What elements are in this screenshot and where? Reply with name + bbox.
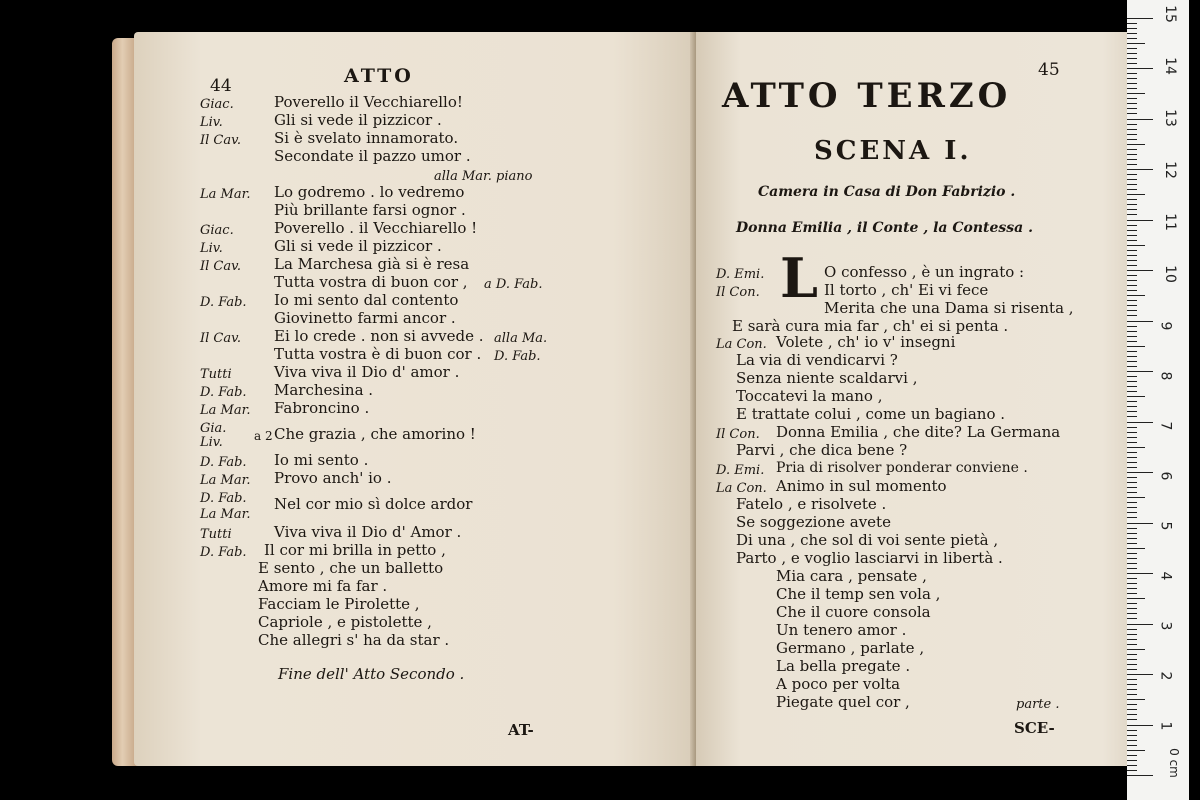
- speaker-label: D. Fab.: [200, 545, 247, 560]
- ruler-tick: [1127, 351, 1137, 352]
- ruler-tick: [1127, 497, 1145, 498]
- ruler-tick: [1127, 58, 1137, 59]
- ruler-tick: [1127, 250, 1137, 251]
- ruler-tick: [1127, 285, 1137, 286]
- ruler-number: 3: [1157, 621, 1174, 631]
- ruler-tick: [1127, 18, 1153, 19]
- ruler-tick: [1127, 745, 1137, 746]
- ruler-tick: [1127, 411, 1137, 412]
- ruler-tick: [1127, 467, 1137, 468]
- verse-line: Fatelo , e risolvete .: [736, 495, 887, 513]
- ruler-tick: [1127, 765, 1137, 766]
- verse-line: Ei lo crede . non si avvede .: [274, 327, 484, 345]
- catchword: AT-: [508, 721, 534, 739]
- verse-line: Nel cor mio sì dolce ardor: [274, 495, 473, 513]
- open-book: [112, 24, 1074, 770]
- verse-line: Piegate quel cor ,: [776, 693, 910, 711]
- ruler-tick: [1127, 169, 1153, 170]
- ruler-tick: [1127, 270, 1153, 271]
- ruler-tick: [1127, 523, 1153, 524]
- verse-line: Se soggezione avete: [736, 513, 891, 531]
- ruler-tick: [1127, 48, 1137, 49]
- ruler-tick: [1127, 315, 1137, 316]
- ruler-number: 13: [1161, 109, 1178, 127]
- ruler-tick: [1127, 649, 1145, 650]
- ruler-tick: [1127, 684, 1137, 685]
- ruler-number: 9: [1157, 321, 1174, 331]
- ruler-tick: [1127, 331, 1137, 332]
- ruler-tick: [1127, 507, 1137, 508]
- verse-line: Il torto , ch' Ei vi fece: [824, 281, 989, 299]
- ruler-tick: [1127, 68, 1153, 69]
- verse-line: Che il temp sen vola ,: [776, 585, 941, 603]
- verse-line: Senza niente scaldarvi ,: [736, 369, 918, 387]
- ruler-number: 2: [1157, 671, 1174, 681]
- ruler-tick: [1127, 98, 1137, 99]
- verse-line: Secondate il pazzo umor .: [274, 147, 471, 165]
- ruler-tick: [1127, 93, 1145, 94]
- ruler-tick: [1127, 199, 1137, 200]
- ruler-number: 8: [1157, 371, 1174, 381]
- ruler-tick: [1127, 371, 1153, 372]
- ruler-tick: [1127, 725, 1153, 726]
- ruler-tick: [1127, 23, 1137, 24]
- ruler-tick: [1127, 755, 1137, 756]
- ruler-tick: [1127, 214, 1137, 215]
- ruler-tick: [1127, 639, 1137, 640]
- ruler-tick: [1127, 442, 1137, 443]
- ruler-tick: [1127, 674, 1153, 675]
- verse-line: Che allegri s' ha da star .: [258, 631, 450, 649]
- ruler-tick: [1127, 33, 1137, 34]
- verse-line: Volete , ch' io v' insegni: [776, 333, 956, 351]
- verse-line: Gli si vede il pizzicor .: [274, 111, 442, 129]
- speaker-label: Il Cav.: [200, 259, 242, 274]
- ruler-tick: [1127, 361, 1137, 362]
- verse-line: O confesso , è un ingrato :: [824, 263, 1025, 281]
- ruler-tick: [1127, 209, 1137, 210]
- ruler-tick: [1127, 548, 1145, 549]
- ruler-tick: [1127, 275, 1137, 276]
- speaker-label: La Mar.: [200, 507, 251, 522]
- ruler-tick: [1127, 709, 1137, 710]
- ruler-tick: [1127, 629, 1137, 630]
- ruler-tick: [1127, 538, 1137, 539]
- ruler-tick: [1127, 204, 1137, 205]
- ruler-tick: [1127, 528, 1137, 529]
- ruler-tick: [1127, 159, 1137, 160]
- ruler-tick: [1127, 679, 1137, 680]
- ruler-tick: [1127, 396, 1145, 397]
- stage-direction: alla Ma.: [494, 331, 548, 346]
- ruler-tick: [1127, 134, 1137, 135]
- ruler-tick: [1127, 235, 1137, 236]
- ruler-tick: [1127, 416, 1137, 417]
- ruler-tick: [1127, 230, 1137, 231]
- verse-line: Facciam le Pirolette ,: [258, 595, 420, 613]
- ruler-tick: [1127, 321, 1153, 322]
- ruler-number: 1: [1157, 721, 1174, 731]
- ruler-tick: [1127, 189, 1137, 190]
- speaker-label: D. Fab.: [200, 491, 247, 506]
- verse-line: Poverello . il Vecchiarello !: [274, 219, 478, 237]
- verse-line: Di una , che sol di voi sente pietà ,: [736, 531, 999, 549]
- verse-line: Tutta vostra di buon cor ,: [274, 273, 468, 291]
- ruler-tick: [1127, 457, 1137, 458]
- verse-line: Animo in sul momento: [776, 477, 947, 495]
- ruler-tick: [1127, 341, 1137, 342]
- ruler-tick: [1127, 770, 1137, 771]
- ruler-tick: [1127, 447, 1145, 448]
- ruler-tick: [1127, 654, 1137, 655]
- ruler-tick: [1127, 578, 1137, 579]
- ruler-tick: [1127, 563, 1137, 564]
- ruler-tick: [1127, 401, 1137, 402]
- ruler-tick: [1127, 255, 1137, 256]
- ruler-tick: [1127, 139, 1137, 140]
- ruler-tick: [1127, 477, 1137, 478]
- ruler-tick: [1127, 280, 1137, 281]
- ruler-tick: [1127, 760, 1137, 761]
- verse-line: Il cor mi brilla in petto ,: [264, 541, 446, 559]
- ruler-tick: [1127, 164, 1137, 165]
- ruler-tick: [1127, 386, 1137, 387]
- ruler-tick: [1127, 38, 1137, 39]
- ruler-tick: [1127, 290, 1137, 291]
- ruler-number: 4: [1157, 571, 1174, 581]
- ruler-tick: [1127, 422, 1153, 423]
- verse-line: Gli si vede il pizzicor .: [274, 237, 442, 255]
- ruler-tick: [1127, 83, 1137, 84]
- ruler-tick: [1127, 618, 1137, 619]
- verse-line: Parto , e voglio lasciarvi in libertà .: [736, 549, 1003, 567]
- verse-line: Lo godremo . lo vedremo: [274, 183, 465, 201]
- ruler-tick: [1127, 149, 1137, 150]
- ruler-tick: [1127, 694, 1137, 695]
- verse-line: Parvi , che dica bene ?: [736, 441, 908, 459]
- verse-line: Pria di risolver ponderar conviene .: [776, 460, 1028, 476]
- ruler-tick: [1127, 174, 1137, 175]
- ruler-tick: [1127, 103, 1137, 104]
- verse-line: Che il cuore consola: [776, 603, 931, 621]
- stage-direction: parte .: [1016, 697, 1060, 712]
- ruler-tick: [1127, 113, 1137, 114]
- speaker-label: Il Con.: [716, 285, 760, 300]
- ruler-tick: [1127, 336, 1137, 337]
- ruler-tick: [1127, 583, 1137, 584]
- speaker-label: D. Fab.: [200, 385, 247, 400]
- ruler-tick: [1127, 613, 1137, 614]
- speaker-label: Tutti: [200, 527, 232, 542]
- verse-line: Mia cara , pensate ,: [776, 567, 927, 585]
- ruler-tick: [1127, 543, 1137, 544]
- ruler-tick: [1127, 624, 1153, 625]
- verse-line: La Marchesa già si è resa: [274, 255, 470, 273]
- ruler-tick: [1127, 714, 1137, 715]
- ruler-tick: [1127, 689, 1137, 690]
- left-page: [134, 32, 698, 766]
- speaker-label: La Mar.: [200, 473, 251, 488]
- act-title: ATTO TERZO: [722, 76, 1012, 116]
- ruler-tick: [1127, 326, 1137, 327]
- verse-line: Marchesina .: [274, 381, 374, 399]
- speaker-label: Liv.: [200, 115, 223, 130]
- ruler-tick: [1127, 43, 1145, 44]
- ruler-number: 15: [1161, 5, 1178, 23]
- measuring-ruler: [1127, 0, 1189, 800]
- speaker-label: Liv.: [200, 241, 223, 256]
- verse-line: Merita che una Dama si risenta ,: [824, 299, 1074, 317]
- verse-line: Un tenero amor .: [776, 621, 907, 639]
- ruler-tick: [1127, 730, 1137, 731]
- speaker-label: D. Emi.: [716, 463, 765, 478]
- ruler-tick: [1127, 300, 1137, 301]
- ruler-tick: [1127, 452, 1137, 453]
- ruler-number: 6: [1157, 471, 1174, 481]
- ruler-number: 5: [1157, 521, 1174, 531]
- end-of-act-note: Fine dell' Atto Secondo .: [278, 665, 465, 683]
- ruler-tick: [1127, 356, 1137, 357]
- character-list: Donna Emilia , il Conte , la Contessa .: [736, 220, 1033, 236]
- ruler-tick: [1127, 260, 1137, 261]
- verse-line: Io mi sento .: [274, 451, 369, 469]
- speaker-label: Giac.: [200, 97, 234, 112]
- verse-line: Donna Emilia , che dite? La Germana: [776, 423, 1061, 441]
- verse-line: Si è svelato innamorato.: [274, 129, 459, 147]
- ruler-tick: [1127, 492, 1137, 493]
- ruler-number: 12: [1161, 161, 1178, 179]
- ruler-tick: [1127, 603, 1137, 604]
- verse-line: Capriole , e pistolette ,: [258, 613, 432, 631]
- ruler-tick: [1127, 240, 1137, 241]
- speaker-label: La Con.: [716, 337, 767, 352]
- ruler-tick: [1127, 245, 1145, 246]
- ruler-tick: [1127, 719, 1137, 720]
- right-page: [696, 32, 1138, 766]
- ruler-tick: [1127, 553, 1137, 554]
- stage-direction: alla Mar. piano: [434, 169, 533, 184]
- ruler-tick: [1127, 295, 1145, 296]
- ruler-tick: [1127, 225, 1137, 226]
- drop-cap: L: [780, 246, 818, 310]
- ruler-number: 14: [1161, 57, 1178, 75]
- scene-setting: Camera in Casa di Don Fabrizio .: [758, 184, 1016, 200]
- scene-heading: SCENA I.: [814, 136, 972, 166]
- ruler-tick: [1127, 568, 1137, 569]
- speaker-label: La Mar.: [200, 403, 251, 418]
- ruler-tick: [1127, 346, 1145, 347]
- ruler-tick: [1127, 108, 1137, 109]
- verse-line: E sarà cura mia far , ch' ei si penta .: [732, 317, 1009, 335]
- page-number: 45: [1038, 60, 1060, 80]
- speaker-label: Liv.: [200, 435, 223, 450]
- ruler-tick: [1127, 750, 1145, 751]
- ruler-tick: [1127, 634, 1137, 635]
- verse-line: Toccatevi la mano ,: [736, 387, 883, 405]
- ruler-tick: [1127, 735, 1137, 736]
- verse-line: Germano , parlate ,: [776, 639, 925, 657]
- ruler-tick: [1127, 28, 1137, 29]
- ruler-tick: [1127, 265, 1137, 266]
- verse-line: Che grazia , che amorino !: [274, 425, 476, 443]
- ruler-tick: [1127, 482, 1137, 483]
- ruler-tick: [1127, 73, 1137, 74]
- stage-direction: a D. Fab.: [484, 277, 543, 292]
- ruler-tick: [1127, 427, 1137, 428]
- verse-line: La bella pregate .: [776, 657, 911, 675]
- ruler-tick: [1127, 310, 1137, 311]
- speaker-label: Tutti: [200, 367, 232, 382]
- ruler-tick: [1127, 179, 1137, 180]
- ruler-tick: [1127, 533, 1137, 534]
- verse-line: Più brillante farsi ognor .: [274, 201, 466, 219]
- ruler-tick: [1127, 124, 1137, 125]
- ruler-tick: [1127, 644, 1137, 645]
- ruler-tick: [1127, 88, 1137, 89]
- ruler-tick: [1127, 704, 1137, 705]
- ruler-tick: [1127, 502, 1137, 503]
- ensemble-mark: a 2: [254, 429, 273, 443]
- ruler-tick: [1127, 154, 1137, 155]
- ruler-tick: [1127, 659, 1137, 660]
- speaker-label: Il Cav.: [200, 133, 242, 148]
- ruler-tick: [1127, 593, 1137, 594]
- ruler-unit-label: 0 cm: [1166, 748, 1181, 778]
- speaker-label: La Con.: [716, 481, 767, 496]
- ruler-tick: [1127, 78, 1137, 79]
- ruler-tick: [1127, 558, 1137, 559]
- ruler-tick: [1127, 573, 1153, 574]
- ruler-tick: [1127, 406, 1137, 407]
- verse-line: Provo anch' io .: [274, 469, 392, 487]
- verse-line: E trattate colui , come un bagiano .: [736, 405, 1006, 423]
- verse-line: Io mi sento dal contento: [274, 291, 459, 309]
- ruler-tick: [1127, 664, 1137, 665]
- verse-line: Viva viva il Dio d' amor .: [274, 363, 460, 381]
- ruler-tick: [1127, 194, 1145, 195]
- stage-direction: D. Fab.: [494, 349, 541, 364]
- verse-line: Tutta vostra è di buon cor .: [274, 345, 482, 363]
- ruler-tick: [1127, 699, 1145, 700]
- ruler-tick: [1127, 184, 1137, 185]
- ruler-number: 11: [1161, 213, 1178, 231]
- speaker-label: D. Emi.: [716, 267, 765, 282]
- speaker-label: La Mar.: [200, 187, 251, 202]
- ruler-tick: [1127, 391, 1137, 392]
- speaker-label: Il Cav.: [200, 331, 242, 346]
- verse-line: A poco per volta: [776, 675, 901, 693]
- ruler-tick: [1127, 53, 1137, 54]
- ruler-number: 7: [1157, 421, 1174, 431]
- ruler-tick: [1127, 472, 1153, 473]
- ruler-tick: [1127, 598, 1145, 599]
- ruler-tick: [1127, 487, 1137, 488]
- ruler-tick: [1127, 376, 1137, 377]
- verse-line: Fabroncino .: [274, 399, 370, 417]
- ruler-tick: [1127, 517, 1137, 518]
- verse-line: Viva viva il Dio d' Amor .: [274, 523, 462, 541]
- speaker-label: D. Fab.: [200, 455, 247, 470]
- ruler-tick: [1127, 775, 1153, 776]
- verse-line: E sento , che un balletto: [258, 559, 444, 577]
- catchword: SCE-: [1014, 719, 1055, 737]
- verse-line: Amore mi fa far .: [258, 577, 388, 595]
- verse-line: Giovinetto farmi ancor .: [274, 309, 456, 327]
- verse-line: La via di vendicarvi ?: [736, 351, 898, 369]
- ruler-tick: [1127, 462, 1137, 463]
- ruler-tick: [1127, 119, 1153, 120]
- verse-line: Poverello il Vecchiarello!: [274, 93, 463, 111]
- ruler-tick: [1127, 63, 1137, 64]
- ruler-tick: [1127, 740, 1137, 741]
- speaker-label: D. Fab.: [200, 295, 247, 310]
- speaker-label: Giac.: [200, 223, 234, 238]
- ruler-tick: [1127, 588, 1137, 589]
- ruler-tick: [1127, 129, 1137, 130]
- ruler-tick: [1127, 669, 1137, 670]
- ruler-tick: [1127, 144, 1145, 145]
- ruler-tick: [1127, 366, 1137, 367]
- speaker-label: Gia.: [200, 421, 227, 436]
- ruler-tick: [1127, 305, 1137, 306]
- ruler-tick: [1127, 432, 1137, 433]
- ruler-tick: [1127, 437, 1137, 438]
- ruler-tick: [1127, 608, 1137, 609]
- page-number: 44: [210, 76, 232, 96]
- ruler-tick: [1127, 220, 1153, 221]
- ruler-number: 10: [1161, 265, 1178, 283]
- running-head: ATTO: [344, 65, 414, 87]
- ruler-tick: [1127, 381, 1137, 382]
- speaker-label: Il Con.: [716, 427, 760, 442]
- ruler-tick: [1127, 512, 1137, 513]
